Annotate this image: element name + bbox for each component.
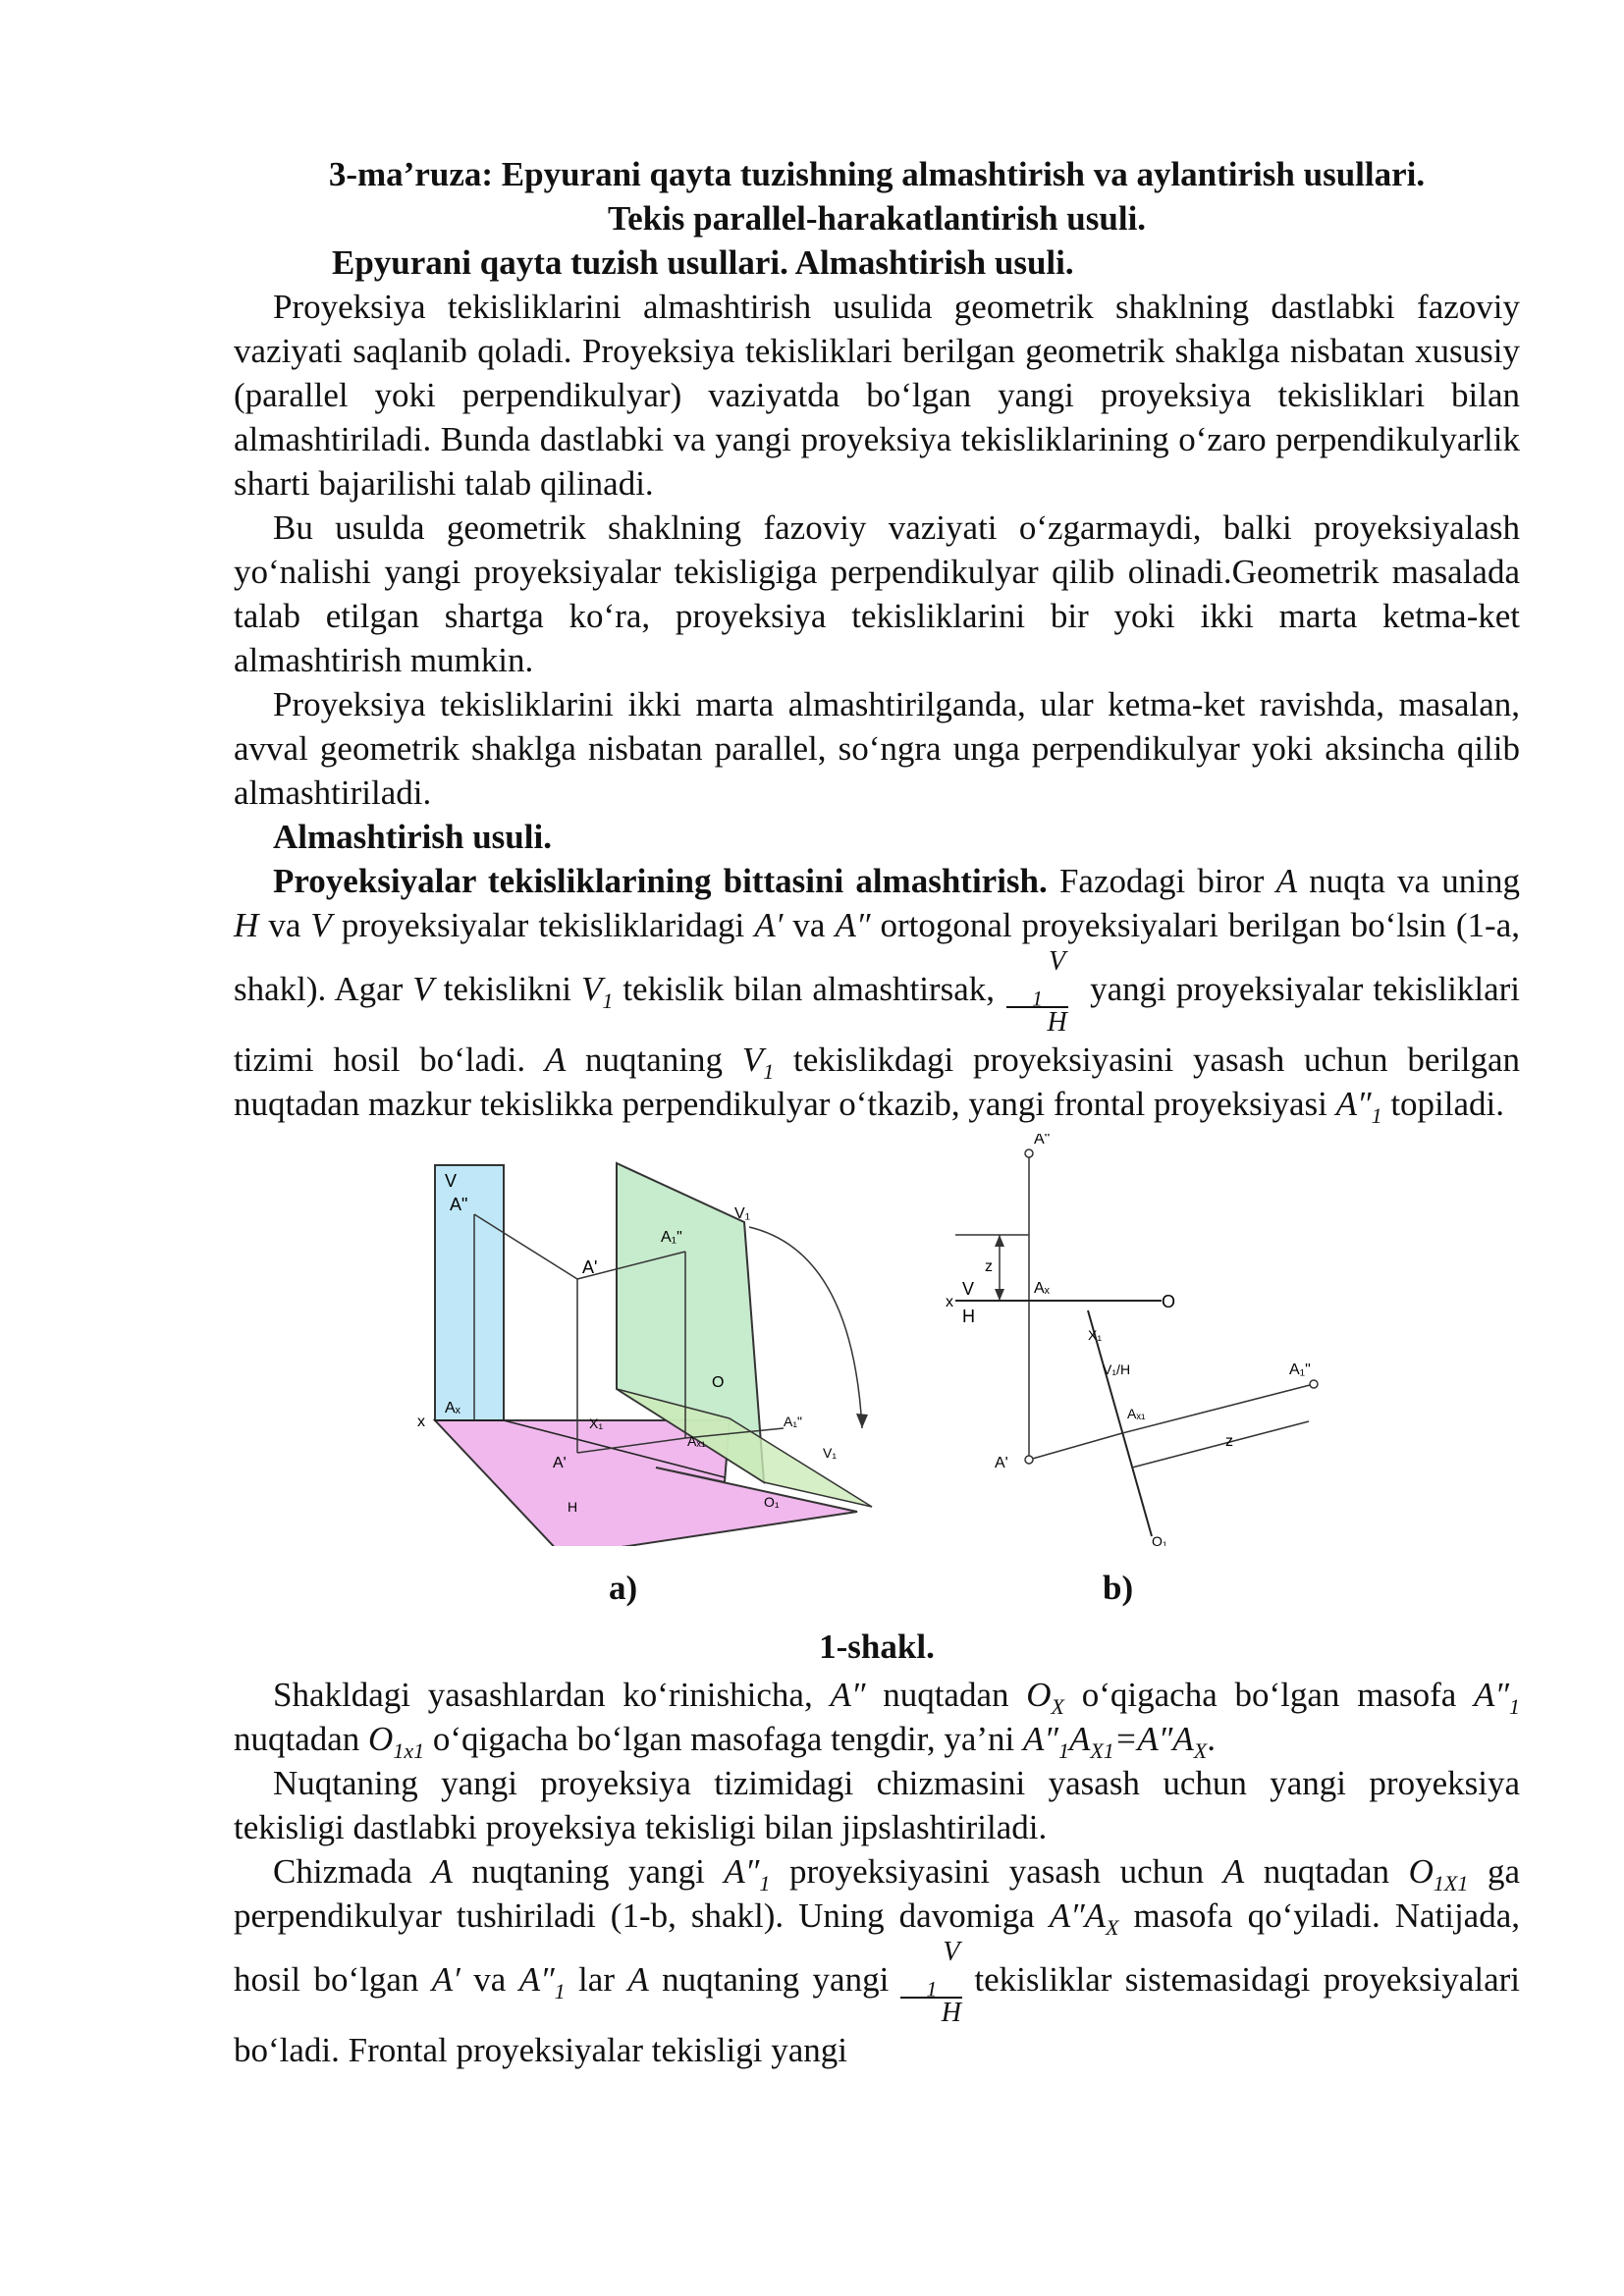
p4-var: A	[544, 1041, 567, 1079]
p5-text: o‘qigacha bo‘lgan masofaga tengdir, ya’ni	[424, 1720, 1023, 1758]
p4-var: A′	[754, 906, 784, 944]
label-a2: A"	[450, 1195, 468, 1214]
p7-var-base: O	[1408, 1852, 1434, 1891]
p7-var-base: A″	[724, 1852, 760, 1891]
p5-text: o‘qigacha bo‘lgan masofa	[1064, 1676, 1475, 1714]
p4-text: nuqta va uning	[1297, 862, 1521, 900]
axis-x1-b	[1088, 1310, 1152, 1536]
p5-eq-part: =A″A	[1113, 1720, 1194, 1758]
p7-text: proyeksiyasini yasash uchun	[770, 1852, 1223, 1891]
p5-text: nuqtadan	[865, 1676, 1027, 1714]
p5-equation	[1023, 1720, 1208, 1763]
document-page	[234, 152, 1520, 2072]
fraction-v1-over-h-2	[900, 1938, 962, 2028]
figure-a-drawing	[417, 1163, 872, 1546]
paragraph-4	[234, 859, 1520, 1126]
dim-z2-line	[1132, 1421, 1309, 1468]
subheading-almashtirish: Almashtirish usuli.	[273, 818, 552, 856]
paragraph-6: Nuqtaning yangi proyeksiya tizimidagi chizmasini yasash uchun yangi proyeksiya tekisligi dastlabki proyeksiya tekisligi bilan jipslashtiriladi.	[234, 1764, 1520, 1846]
p4-var-base: V	[741, 1041, 764, 1079]
figure-caption: 1-shakl.	[819, 1628, 935, 1666]
p7-var: A	[627, 1960, 649, 2000]
label-a1-b: A'	[995, 1455, 1008, 1471]
fraction-num-sub: 1	[1032, 986, 1044, 1011]
label-figure-b: b)	[1103, 1569, 1134, 1607]
p4-var: A	[1275, 862, 1297, 900]
plane-v	[435, 1165, 504, 1420]
p4-var	[580, 970, 614, 1014]
label-x1-b: X₁	[1088, 1327, 1103, 1343]
rotation-arc	[749, 1227, 862, 1428]
p7-var: A′	[431, 1960, 460, 2000]
p4-var: H	[234, 906, 259, 944]
figure-labels	[234, 1546, 1520, 1625]
p7-var	[1049, 1896, 1119, 1940]
p4-var	[741, 1041, 775, 1084]
paragraph-1: Proyeksiya tekisliklarini almashtirish usulida geometrik shaklning dastlabki fazoviy vaziyati saqlanib qoladi. Proyeksiya tekisliklari berilgan geometrik shaklga nisbatan xususiy (parallel yoki perpendikulyar) vaziyatda bo‘lgan yangi proyeksiya tekisliklari bilan almashtiriladi. Bunda dastlabki va yangi proyeksiya tekisliklarining o‘zaro perpendikulyarlik sharti bajarilishi talab qilinadi.	[234, 288, 1520, 503]
rotation-arrow-head	[856, 1414, 868, 1428]
p5-var-sub: 1x1	[393, 1738, 425, 1763]
p5-eq-sub: X	[1193, 1738, 1208, 1763]
section-heading: Epyurani qayta tuzish usullari. Almashtirish usuli.	[332, 243, 1074, 282]
p7-text: tekisliklar sistemasidagi proyeksiyalari bo‘ladi. Frontal proyeksiyalar tekisligi yangi	[234, 1960, 1520, 2069]
p5-eq-part: A″	[1023, 1720, 1058, 1758]
p4-var-sub: 1	[602, 988, 614, 1014]
fraction-num-sub: 1	[926, 1976, 938, 2002]
label-o1-b: O₁	[1152, 1533, 1167, 1546]
fraction-num-base: V	[1049, 946, 1066, 977]
figure-1	[234, 1134, 1520, 1546]
p7-text: va	[460, 1960, 519, 2000]
p7-text: masofa qo‘yiladi. Natijada, hosil bo‘lgan	[234, 1896, 1520, 2000]
label-v-b: V	[962, 1279, 975, 1299]
p5-eq-sub: 1	[1057, 1738, 1069, 1763]
label-a2-b: A"	[1034, 1134, 1051, 1148]
p4-text: Fazodagi biror	[1047, 862, 1276, 900]
p5-var-sub: X	[1051, 1694, 1064, 1719]
p4-text: ortogonal proyeksiyalari berilgan bo‘lsin (1-a, shakl). Agar	[234, 906, 1520, 1009]
paragraph-7	[234, 1849, 1520, 2072]
p7-text: nuqtaning yangi	[452, 1852, 725, 1891]
label-x: x	[417, 1414, 425, 1430]
fraction-v1-over-h	[1006, 947, 1068, 1038]
label-ax1-b: Aₓ₁	[1127, 1406, 1146, 1421]
p5-var-base: O	[368, 1720, 394, 1758]
p4-text: va	[783, 906, 836, 944]
dim-z-arrow-bottom	[995, 1289, 1004, 1301]
label-ax: Aₓ	[445, 1400, 460, 1416]
p5-var	[368, 1720, 425, 1763]
p4-text: proyeksiyalar tekisliklaridagi	[331, 906, 755, 944]
label-v: V	[445, 1171, 458, 1191]
p4-var-sub: 1	[1371, 1103, 1382, 1128]
label-a-prime-top: A'	[582, 1257, 598, 1277]
label-a1pp: A₁"	[661, 1229, 682, 1246]
p5-text: nuqtadan	[234, 1720, 369, 1758]
p7-var-sub: 1	[759, 1871, 771, 1896]
paragraph-3: Proyeksiya tekisliklarini ikki marta almashtirilganda, ular ketma-ket ravishda, masalan, avval geometrik shaklga nisbatan parallel, so‘ngra unga perpendikulyar yoki aksincha qilib almashtiriladi.	[234, 685, 1520, 812]
label-v1-rotated: V₁	[823, 1445, 838, 1461]
line-ax1-a1pp-b	[1122, 1384, 1314, 1433]
p7-text: ga perpendikulyar tushiriladi (1-b, shakl). Uning davomiga	[234, 1852, 1520, 1935]
p4-var: V	[412, 970, 434, 1009]
p5-var-sub: 1	[1509, 1694, 1520, 1719]
p4-text: yangi proyeksiyalar tekisliklari tizimi hosil bo‘ladi.	[234, 970, 1521, 1079]
label-o-b: O	[1162, 1292, 1176, 1311]
label-figure-a: a)	[609, 1569, 638, 1607]
p4-text: topiladi.	[1381, 1085, 1504, 1123]
p5-var-base: A″	[1474, 1676, 1509, 1714]
p7-var	[518, 1960, 566, 2004]
p4-text: va	[258, 906, 311, 944]
p4-var-base: V	[580, 970, 603, 1009]
label-ax-b: Aₓ	[1034, 1280, 1050, 1297]
label-v1h-b: V₁/H	[1103, 1362, 1131, 1377]
p4-var-sub: 1	[763, 1059, 775, 1084]
label-a-prime: A'	[553, 1455, 567, 1471]
p5-var-base: O	[1026, 1676, 1052, 1714]
paragraph-2: Bu usulda geometrik shaklning fazoviy vaziyati o‘zgarmaydi, balki proyeksiyalash yo‘nalishi yangi proyeksiyalar tekisligiga perpendikulyar qilib olinadi.Geometrik masalada talab etilgan shartga ko‘ra, proyeksiya tekisliklarini bir yoki ikki marta ketma-ket almashtirish mumkin.	[234, 508, 1520, 679]
p4-var-base: A″	[1335, 1085, 1372, 1123]
p7-var-base: A″A	[1049, 1896, 1107, 1935]
p7-text: Chizmada	[273, 1852, 432, 1891]
p7-var	[724, 1852, 771, 1896]
label-h-b: H	[962, 1307, 975, 1326]
p7-var: A	[1222, 1852, 1245, 1891]
point-a2-b	[1025, 1149, 1033, 1157]
point-a1-b	[1025, 1456, 1033, 1464]
p7-text: nuqtaning yangi	[648, 1960, 890, 2000]
label-x-b: x	[946, 1294, 953, 1310]
p7-var-sub: 1X1	[1433, 1871, 1469, 1896]
p5-var	[1474, 1676, 1520, 1719]
p4-text: tekislik bilan almashtirsak,	[613, 970, 995, 1009]
fraction-num-base: V	[943, 1937, 960, 1967]
p7-var-sub: 1	[554, 1979, 566, 2004]
label-a1pp-rotated: A₁"	[784, 1414, 803, 1429]
p4-var: V	[310, 906, 332, 944]
label-z2-b: z	[1225, 1433, 1233, 1450]
label-v1: V₁	[734, 1205, 751, 1222]
p5-text: Shakldagi yasashlardan ko‘rinishicha,	[273, 1676, 831, 1714]
point-a1pp-b	[1310, 1380, 1318, 1388]
p7-text: nuqtadan	[1244, 1852, 1409, 1891]
paragraph-5	[234, 1673, 1520, 1761]
p4-bold-lead: Proyeksiyalar tekisliklarining bittasini almashtirish.	[273, 862, 1048, 900]
p4-var	[1335, 1085, 1382, 1128]
p5-eq-sub: X1	[1090, 1738, 1114, 1763]
label-ax1: Aₓ₁	[687, 1433, 706, 1449]
p4-var: A″	[835, 906, 871, 944]
p7-var	[1408, 1852, 1469, 1896]
fraction-denominator: H	[941, 1998, 961, 2028]
dim-z-arrow-top	[995, 1235, 1004, 1247]
p5-var: A″	[830, 1676, 866, 1714]
figure-1-svg	[234, 1134, 1520, 1546]
fraction-numerator	[900, 1937, 962, 2002]
line-a1-ax1-b	[1029, 1433, 1122, 1460]
label-o1: O₁	[764, 1494, 780, 1510]
fraction-denominator: H	[1047, 1007, 1067, 1038]
p5-var	[1026, 1676, 1064, 1719]
label-z-b: z	[985, 1258, 993, 1275]
p4-text: nuqtaning	[566, 1041, 742, 1079]
lecture-title: 3-ma’ruza: Epyurani qayta tuzishning almashtirish va aylantirish usullari.	[328, 155, 1426, 193]
p4-text: tekislikdagi proyeksiyasini yasash uchun berilgan nuqtadan mazkur tekislikka perpendikulyar o‘tkazib, yangi frontal proyeksiyasi	[234, 1041, 1520, 1123]
p5-text: .	[1207, 1720, 1216, 1758]
p7-var: A	[431, 1852, 453, 1891]
lecture-subtitle: Tekis parallel-harakatlantirish usuli.	[607, 199, 1147, 238]
label-o: O	[712, 1374, 725, 1391]
label-a1pp-b: A₁"	[1289, 1362, 1311, 1378]
label-x1: X₁	[589, 1415, 604, 1431]
fraction-numerator	[1006, 946, 1068, 1011]
p7-var-base: A″	[518, 1960, 555, 2000]
p7-var-sub: X	[1106, 1915, 1119, 1940]
p7-text: lar	[565, 1960, 628, 2000]
p5-eq-part: A	[1068, 1720, 1091, 1758]
p4-text: tekislikni	[433, 970, 581, 1009]
figure-b-drawing	[946, 1134, 1318, 1546]
label-h: H	[568, 1499, 578, 1515]
